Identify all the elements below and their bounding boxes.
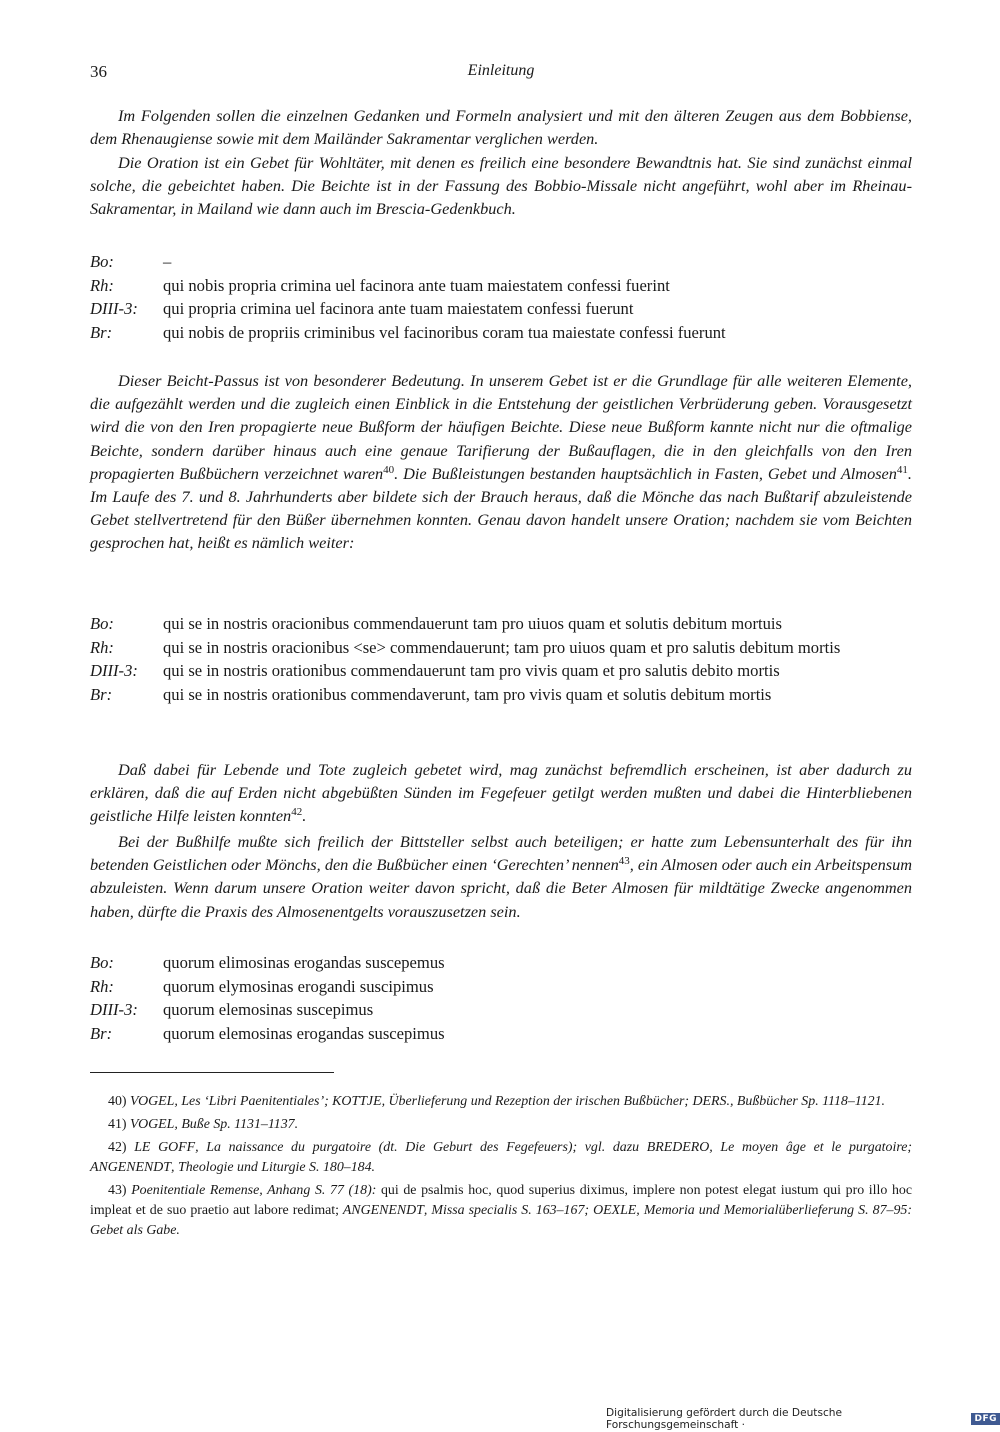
author-name: VOGEL (130, 1117, 175, 1132)
author-name: KOTTJE (332, 1094, 382, 1109)
variant-row (90, 951, 912, 975)
variant-row (90, 636, 912, 660)
citation-text: , Bußbücher Sp. 1118–1121. (729, 1094, 886, 1109)
footnote-separator (90, 1072, 334, 1073)
text-run: , ein Almosen oder auch ein Arbeitspensum abzuleisten. Wenn darum unsere Oration weiter davon spricht, daß die Beter Almosen für mildtätige Zwecke angenommen haben, dürfte die Praxis des Almosenentgelts vorauszusetzen sein. (90, 855, 912, 921)
citation-text: , Les ‘Libri Paenitentiales’; (174, 1094, 333, 1109)
text-run: . (302, 806, 307, 826)
variant-row (90, 250, 912, 274)
dfg-logo: DFG (971, 1413, 1000, 1425)
citation-text: , La naissance du purgatoire (dt. Die Geburt des Fegefeuers); vgl. dazu (195, 1140, 647, 1155)
variant-siglum: DIII-3: (90, 661, 138, 680)
author-name: ANGENENDT (90, 1160, 172, 1175)
variant-row (90, 975, 912, 999)
variant-table-alms (90, 951, 912, 1045)
text-run: Dieser Beicht-Passus ist von besonderer Bedeutung. In unserem Gebet ist er die Grundlage für alle weiteren Elemente, die aufgezählt werden und die zugleich einen Einblick in die Entstehung der geistlichen Verbrüderung geben. Vorausgesetzt wird die von den Iren propagierte neue Bußform der häufigen Beichte. Diese neue Bußform kannte nicht nur die oftmalige Beichte, sondern darüber hinaus auch eine genaue Tarifierung der Bußauflagen, die in den gleichfalls von den Iren propagierten Bußbüchern verzeichnet waren (90, 371, 912, 483)
variant-text: qui se in nostris oracionibus <se> commendauerunt; tam pro uiuos quam et pro salutis debitum mortis (163, 637, 841, 657)
variant-text: quorum elemosinas erogandas suscepimus (163, 1023, 445, 1043)
variant-row (90, 683, 912, 707)
variant-siglum: Br: (90, 684, 113, 704)
author-name: DERS. (692, 1094, 730, 1109)
author-name: OEXLE (593, 1203, 637, 1218)
variant-text: quorum elemosinas suscepimus (163, 1000, 374, 1019)
text-run: . Die Bußleistungen bestanden hauptsächlich in Fasten, Gebet und Almosen (394, 463, 897, 483)
paragraph-intro: Im Folgenden sollen die einzelnen Gedanken und Formeln analysiert und mit den älteren Zeugen aus dem Bobbiense, dem Rhenaugiense sowie mit dem Mailänder Sakramentar verglichen werden. (90, 106, 912, 149)
variant-siglum: Bo: (90, 614, 114, 633)
variant-text: – (163, 252, 172, 271)
variant-text: quorum elimosinas erogandas suscepemus (163, 953, 445, 972)
variant-siglum: Rh: (90, 275, 114, 295)
footnotes (90, 1092, 912, 1244)
variant-row (90, 998, 912, 1022)
footnote-ref: 41 (896, 463, 908, 476)
author-name: ANGENENDT (339, 1203, 424, 1218)
variant-text: qui se in nostris oracionibus commendauerunt tam pro uiuos quam et solutis debitum mortuis (163, 614, 782, 633)
digitization-footer (606, 1407, 1000, 1431)
latin-quote: qui de psalmis hoc, quod superius diximus, implere non potest elegat iustum qui pro illo hoc impleat et de suo praetio aut labore redimat; (90, 1183, 912, 1218)
paragraph-penance-help (90, 830, 912, 923)
variant-siglum: DIII-3: (90, 299, 138, 318)
author-name: LE GOFF (134, 1140, 196, 1155)
variant-siglum: DIII-3: (90, 1000, 138, 1019)
variant-siglum: Bo: (90, 252, 114, 271)
footnote-number: 40) (108, 1094, 127, 1109)
paragraph-living-and-dead (90, 758, 912, 828)
variant-siglum: Rh: (90, 976, 114, 996)
variant-row (90, 297, 912, 321)
variant-siglum: Rh: (90, 637, 114, 657)
page-header (90, 62, 912, 86)
author-name: BREDERO (646, 1140, 710, 1155)
citation-text: , Le moyen âge et le purgatoire; (709, 1140, 913, 1155)
variant-text: qui propria crimina uel facinora ante tuam maiestatem confessi fuerunt (163, 299, 634, 318)
variant-text: qui nobis propria crimina uel facinora ante tuam maiestatem confessi fuerint (163, 275, 670, 295)
footnote-number: 42) (108, 1140, 127, 1155)
variant-siglum: Br: (90, 1023, 113, 1043)
variant-row (90, 321, 912, 345)
footnote-42 (90, 1138, 912, 1178)
variant-text: qui nobis de propriis criminibus vel facinoribus coram tua maiestate confessi fuerunt (163, 322, 726, 342)
page-number: 36 (90, 62, 107, 81)
variant-row (90, 1022, 912, 1046)
footnote-40 (90, 1092, 912, 1112)
footnote-43 (90, 1181, 912, 1241)
variant-row (90, 659, 912, 683)
citation-text: , Missa specialis S. 163–167; (423, 1203, 594, 1218)
footnote-ref: 42 (291, 806, 303, 819)
footnote-ref: 40 (383, 463, 395, 476)
text-run: Bei der Bußhilfe mußte sich freilich der Bittsteller selbst auch beteiligen; er hatte zum Lebensunterhalt des für ihn betenden Geistlichen oder Mönchs, den die Bußbücher einen ‘Gerechten’ nennen (90, 832, 912, 875)
paragraph-oration: Die Oration ist ein Gebet für Wohltäter, mit denen es freilich eine besondere Bewandtnis hat. Sie sind zunächst einmal solche, die gebeichtet haben. Die Beichte ist in der Fassung des Bobbio-Missale nicht angeführt, wohl aber im Rheinau-Sakramentar, in Mailand wie dann auch im Brescia-Gedenkbuch. (90, 153, 912, 219)
variant-siglum: Br: (90, 322, 113, 342)
variant-row (90, 274, 912, 298)
running-head: Einleitung (467, 62, 535, 79)
footnote-41 (90, 1115, 912, 1135)
citation-text: , Buße Sp. 1131–1137. (174, 1117, 299, 1132)
text-run: . Im Laufe des 7. und 8. Jahrhunderts aber bildete sich der Brauch heraus, daß die Mönche das nach Bußtarif abzuleistende Gebet stellvertretend für den Büßer übernehmen konnten. Genau davon handelt unsere Oration; nachdem sie vom Beichten gesprochen hat, heißt es nämlich weiter: (90, 463, 912, 553)
citation-text: , Überlieferung und Rezeption der irischen Bußbücher; (381, 1094, 693, 1109)
paragraph-confession-passage (90, 369, 912, 555)
text-run: Daß dabei für Lebende und Tote zugleich gebetet wird, mag zunächst befremdlich erscheinen, ist aber dadurch zu erklären, daß die auf Erden nicht abgebüßten Sünden im Fegefeuer getilgt werden mußten und dabei die Hinterbliebenen geistliche Hilfe leisten konnten (90, 760, 912, 826)
citation-text: , Theologie und Liturgie S. 180–184. (171, 1160, 376, 1175)
footnote-number: 41) (108, 1117, 127, 1132)
variant-table-prayer (90, 612, 912, 706)
citation-text: Poenitentiale Remense, Anhang S. 77 (18): (131, 1183, 377, 1198)
variant-table-confession (90, 250, 912, 344)
footnote-number: 43) (108, 1183, 127, 1198)
variant-text: qui se in nostris orationibus commendauerunt tam pro vivis quam et pro salutis debito mortis (163, 661, 780, 680)
funding-note: Digitalisierung gefördert durch die Deutsche Forschungsgemeinschaft · (606, 1407, 843, 1431)
variant-text: quorum elymosinas erogandi suscipimus (163, 976, 434, 996)
author-name: VOGEL (130, 1094, 175, 1109)
variant-text: qui se in nostris orationibus commendaverunt, tam pro vivis quam et solutis debitum mortis (163, 684, 772, 704)
variant-siglum: Bo: (90, 953, 114, 972)
citation-text: , Memoria und Memorialüberlieferung S. 87–95: Gebet als Gabe. (90, 1203, 912, 1238)
variant-row (90, 612, 912, 636)
footnote-ref: 43 (618, 855, 630, 868)
